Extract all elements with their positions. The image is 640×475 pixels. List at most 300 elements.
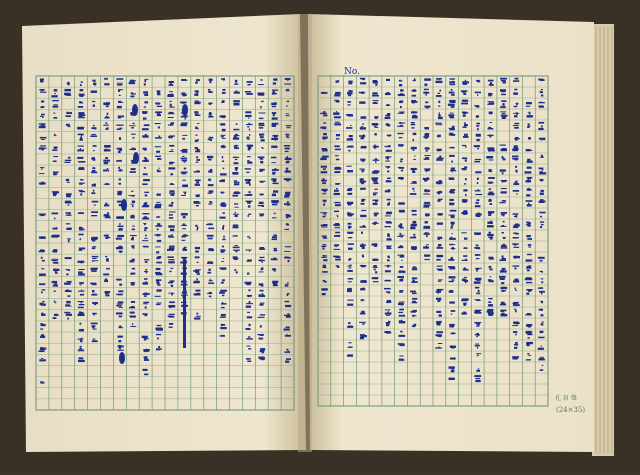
ink-stroke bbox=[335, 155, 339, 156]
ink-stroke bbox=[197, 92, 199, 94]
ink-stroke bbox=[474, 375, 481, 377]
ink-stroke bbox=[142, 183, 147, 185]
ink-stroke bbox=[92, 246, 96, 247]
ink-stroke bbox=[144, 94, 148, 96]
ink-stroke bbox=[399, 235, 404, 236]
ink-stroke bbox=[208, 238, 213, 240]
ink-stroke bbox=[437, 135, 440, 137]
ink-stroke bbox=[41, 101, 44, 103]
ink-stroke bbox=[81, 81, 83, 83]
ink-stroke bbox=[143, 349, 150, 351]
ink-stroke bbox=[64, 312, 70, 314]
ink-stroke bbox=[234, 258, 238, 260]
ink-stroke bbox=[197, 262, 199, 263]
ink-stroke bbox=[320, 158, 326, 160]
ink-stroke bbox=[346, 166, 352, 167]
ink-stroke bbox=[197, 313, 199, 315]
ink-stroke bbox=[284, 251, 290, 252]
ink-stroke bbox=[258, 260, 265, 261]
ink-stroke bbox=[464, 93, 465, 94]
ink-stroke bbox=[80, 295, 83, 296]
ink-stroke bbox=[514, 183, 520, 185]
ink-stroke bbox=[386, 79, 390, 81]
ink-stroke bbox=[384, 288, 390, 289]
ink-stroke bbox=[463, 112, 468, 113]
ink-stroke bbox=[348, 94, 351, 96]
ink-stroke bbox=[272, 123, 279, 125]
ink-stroke bbox=[500, 145, 506, 146]
ink-stroke bbox=[54, 218, 55, 220]
ink-stroke bbox=[387, 259, 390, 261]
ink-stroke bbox=[411, 122, 415, 123]
ink-stroke bbox=[387, 180, 389, 181]
ink-stroke bbox=[385, 161, 390, 162]
ink-stroke bbox=[118, 290, 123, 292]
ink-stroke bbox=[347, 101, 351, 103]
ink-stroke bbox=[322, 271, 328, 273]
ink-stroke bbox=[362, 288, 365, 289]
ink-stroke bbox=[323, 256, 327, 257]
ink-stroke bbox=[412, 293, 417, 295]
ink-stroke bbox=[249, 134, 250, 136]
ink-stroke bbox=[437, 269, 443, 270]
ink-stroke bbox=[259, 125, 265, 127]
ink-stroke bbox=[476, 300, 481, 301]
ink-stroke bbox=[474, 281, 481, 283]
ink-stroke bbox=[222, 156, 223, 158]
ink-stroke bbox=[236, 271, 238, 273]
ink-stroke bbox=[539, 358, 543, 359]
ink-stroke bbox=[119, 128, 122, 129]
ink-stroke bbox=[79, 282, 84, 284]
ink-stroke bbox=[526, 344, 529, 346]
ink-stroke bbox=[221, 307, 225, 308]
ink-stroke bbox=[540, 357, 544, 358]
ink-stroke bbox=[452, 126, 455, 128]
ink-stroke bbox=[273, 146, 277, 147]
ink-stroke bbox=[400, 106, 402, 108]
ink-stroke bbox=[41, 314, 46, 316]
ink-stroke bbox=[477, 355, 479, 356]
ink-stroke bbox=[142, 336, 148, 338]
ink-stroke bbox=[209, 103, 212, 105]
ink-stroke bbox=[79, 348, 82, 349]
ink-stroke bbox=[209, 112, 211, 113]
ink-stroke bbox=[320, 113, 327, 114]
ink-stroke bbox=[541, 293, 543, 295]
ink-stroke bbox=[410, 291, 416, 293]
ink-stroke bbox=[336, 134, 340, 136]
ink-stroke bbox=[195, 251, 199, 253]
ink-stroke bbox=[209, 280, 213, 281]
ink-stroke bbox=[246, 338, 252, 340]
ink-stroke bbox=[272, 106, 276, 107]
ink-stroke bbox=[424, 168, 430, 169]
ink-stroke bbox=[182, 156, 184, 157]
ink-stroke bbox=[516, 322, 518, 324]
ink-stroke bbox=[182, 102, 185, 104]
ink-stroke bbox=[181, 195, 186, 196]
ink-stroke bbox=[324, 281, 327, 283]
ink-stroke bbox=[116, 78, 123, 80]
ink-stroke bbox=[526, 180, 531, 182]
ink-stroke bbox=[450, 204, 453, 205]
ink-stroke bbox=[53, 106, 58, 107]
ink-stroke bbox=[335, 122, 340, 123]
ink-stroke bbox=[65, 160, 71, 161]
ink-stroke bbox=[79, 304, 85, 305]
ink-stroke bbox=[449, 191, 454, 193]
ink-stroke bbox=[475, 378, 480, 379]
ink-stroke bbox=[93, 159, 95, 160]
ink-stroke bbox=[372, 92, 377, 94]
ink-stroke bbox=[500, 106, 506, 108]
ink-stroke bbox=[185, 118, 187, 120]
ink-stroke bbox=[146, 259, 148, 260]
ink-stroke bbox=[131, 93, 135, 94]
ink-stroke bbox=[437, 223, 442, 224]
ink-stroke bbox=[223, 117, 225, 119]
ink-stroke bbox=[181, 213, 188, 215]
ink-stroke bbox=[80, 340, 81, 343]
ink-stroke bbox=[118, 294, 123, 296]
ink-stroke bbox=[465, 80, 466, 82]
ink-stroke bbox=[103, 125, 108, 126]
ink-stroke bbox=[271, 138, 278, 140]
ink-stroke bbox=[116, 305, 121, 307]
ink-stroke bbox=[400, 210, 403, 212]
ink-stroke bbox=[347, 232, 353, 234]
ink-stroke bbox=[461, 300, 468, 302]
ink-stroke bbox=[235, 159, 238, 160]
ink-stroke bbox=[246, 137, 249, 139]
ink-stroke bbox=[527, 150, 533, 151]
ink-stroke bbox=[503, 215, 505, 216]
ink-stroke bbox=[262, 293, 264, 294]
ink-stroke bbox=[144, 101, 148, 103]
ink-stroke bbox=[222, 145, 224, 147]
ink-stroke bbox=[425, 102, 428, 104]
ink-stroke bbox=[78, 271, 83, 273]
ink-stroke bbox=[157, 284, 160, 286]
ink-stroke bbox=[55, 302, 57, 303]
ink-stroke bbox=[272, 125, 276, 127]
ink-stroke bbox=[374, 126, 377, 127]
ink-stroke bbox=[387, 332, 389, 334]
ink-stroke bbox=[259, 113, 266, 114]
ink-stroke bbox=[475, 194, 482, 195]
ink-stroke bbox=[323, 115, 327, 117]
ink-stroke bbox=[476, 134, 481, 136]
ink-stroke bbox=[323, 128, 326, 129]
ink-stroke bbox=[488, 213, 492, 214]
ink-stroke bbox=[539, 212, 545, 214]
ink-stroke bbox=[527, 333, 532, 335]
ink-stroke bbox=[399, 101, 403, 103]
ink-stroke bbox=[461, 103, 468, 105]
ink-stroke bbox=[53, 317, 57, 319]
ink-stroke bbox=[233, 192, 240, 194]
ink-stroke bbox=[502, 200, 506, 202]
ink-stroke bbox=[234, 183, 239, 185]
ink-stroke bbox=[273, 190, 278, 192]
ink-stroke bbox=[119, 192, 122, 194]
ink-stroke bbox=[526, 359, 531, 360]
ink-stroke bbox=[248, 329, 251, 330]
ink-stroke bbox=[348, 248, 353, 250]
ink-stroke bbox=[171, 194, 175, 196]
ink-stroke bbox=[448, 259, 454, 261]
ink-stroke bbox=[337, 216, 338, 218]
ink-stroke bbox=[414, 190, 415, 191]
ink-stroke bbox=[425, 214, 429, 216]
ink-stroke bbox=[450, 237, 452, 238]
ink-stroke bbox=[426, 94, 427, 96]
ink-stroke bbox=[477, 347, 478, 349]
ink-stroke bbox=[208, 283, 214, 285]
ink-stroke bbox=[247, 126, 249, 127]
ink-stroke bbox=[143, 148, 147, 150]
ink-stroke bbox=[400, 122, 402, 124]
ink-stroke bbox=[488, 304, 493, 306]
ink-stroke bbox=[273, 180, 274, 181]
ink-stroke bbox=[92, 340, 98, 342]
ink-stroke bbox=[271, 157, 276, 159]
ink-stroke bbox=[131, 204, 135, 205]
ink-stroke bbox=[449, 324, 455, 326]
ink-stroke bbox=[248, 348, 251, 349]
ink-stroke bbox=[439, 199, 440, 201]
ink-stroke bbox=[449, 276, 456, 278]
ink-stroke bbox=[513, 190, 519, 192]
ink-stroke bbox=[287, 127, 291, 128]
ink-stroke bbox=[426, 244, 429, 245]
ink-stroke bbox=[360, 181, 366, 183]
ink-stroke bbox=[348, 281, 352, 282]
ink-stroke bbox=[155, 156, 161, 157]
ink-stroke bbox=[261, 147, 262, 148]
ink-stroke bbox=[92, 302, 98, 304]
ink-stroke bbox=[42, 289, 46, 290]
ink-stroke bbox=[489, 266, 492, 268]
ink-stroke bbox=[66, 179, 69, 181]
ink-stroke bbox=[117, 148, 122, 149]
ink-stroke bbox=[438, 93, 441, 94]
ink-stroke bbox=[465, 146, 466, 148]
ink-stroke bbox=[528, 326, 530, 327]
ink-stroke bbox=[249, 301, 251, 303]
ink-stroke bbox=[347, 304, 353, 306]
ink-stroke bbox=[130, 282, 135, 283]
ink-stroke bbox=[195, 135, 198, 136]
ink-stroke bbox=[525, 171, 532, 173]
ink-stroke bbox=[91, 323, 98, 325]
ink-stroke bbox=[539, 138, 546, 140]
ink-stroke bbox=[465, 259, 467, 260]
ink-stroke bbox=[78, 349, 84, 351]
ink-stroke bbox=[526, 106, 531, 107]
ink-stroke bbox=[451, 233, 452, 234]
ink-stroke bbox=[118, 102, 123, 103]
ink-stroke bbox=[347, 171, 350, 173]
ink-stroke bbox=[156, 257, 159, 259]
ink-stroke bbox=[131, 191, 133, 192]
ink-stroke bbox=[285, 351, 291, 353]
ink-stroke bbox=[324, 200, 327, 201]
ink-stroke bbox=[41, 139, 45, 140]
ink-stroke bbox=[66, 112, 72, 114]
ink-stroke bbox=[66, 212, 72, 214]
ink-stroke bbox=[55, 270, 57, 271]
ink-stroke bbox=[40, 323, 43, 324]
ink-stroke bbox=[104, 78, 108, 80]
ink-stroke bbox=[399, 356, 403, 357]
ink-stroke bbox=[157, 338, 159, 340]
ink-stroke bbox=[249, 324, 251, 326]
ink-stroke bbox=[78, 307, 84, 309]
ink-stroke bbox=[426, 191, 428, 193]
ink-stroke bbox=[156, 202, 160, 203]
ink-stroke bbox=[104, 83, 109, 85]
ink-stroke bbox=[501, 258, 504, 259]
ink-stroke bbox=[474, 247, 480, 249]
ink-stroke bbox=[169, 323, 173, 325]
ink-stroke bbox=[223, 258, 225, 259]
ink-stroke bbox=[499, 276, 506, 278]
ink-stroke bbox=[119, 139, 121, 140]
ink-stroke bbox=[335, 149, 341, 151]
ink-stroke bbox=[273, 235, 277, 237]
ink-stroke bbox=[235, 215, 238, 217]
ink-stroke bbox=[399, 137, 403, 138]
ink-stroke bbox=[78, 212, 84, 214]
ink-stroke bbox=[81, 340, 83, 342]
ink-stroke bbox=[514, 123, 519, 124]
ink-stroke bbox=[171, 285, 173, 287]
ink-stroke bbox=[65, 257, 72, 259]
ink-stroke bbox=[477, 148, 479, 149]
ink-stroke bbox=[183, 249, 188, 251]
ink-stroke bbox=[130, 80, 135, 81]
ink-stroke bbox=[64, 162, 70, 163]
ink-stroke bbox=[411, 124, 416, 125]
ink-stroke bbox=[235, 269, 237, 271]
ink-stroke bbox=[286, 215, 291, 217]
ink-stroke bbox=[40, 250, 46, 252]
ink-stroke bbox=[131, 235, 134, 236]
ink-stroke bbox=[375, 147, 376, 149]
ink-stroke bbox=[424, 84, 427, 86]
ink-stroke bbox=[248, 336, 250, 337]
ink-stroke bbox=[528, 246, 531, 247]
ink-stroke bbox=[92, 201, 99, 203]
paper-footer-label: 孔 眉 聲 bbox=[555, 395, 577, 402]
ink-stroke bbox=[465, 126, 467, 127]
ink-stroke bbox=[399, 290, 403, 291]
ink-stroke bbox=[116, 238, 122, 240]
ink-stroke bbox=[425, 128, 428, 129]
ink-stroke bbox=[119, 326, 120, 328]
ink-stroke bbox=[208, 269, 211, 271]
ink-stroke bbox=[286, 113, 289, 114]
ink-stroke bbox=[361, 210, 366, 211]
ink-stroke bbox=[130, 326, 136, 327]
ink-stroke bbox=[79, 249, 82, 251]
ink-stroke bbox=[130, 216, 134, 218]
ink-stroke bbox=[259, 127, 263, 129]
ink-stroke bbox=[208, 179, 211, 181]
ink-stroke bbox=[118, 193, 122, 195]
ink-stroke bbox=[286, 316, 291, 318]
ink-stroke bbox=[475, 310, 482, 311]
ink-stroke bbox=[413, 181, 416, 183]
ink-stroke bbox=[526, 277, 531, 278]
ink-stroke bbox=[373, 100, 379, 101]
ink-stroke bbox=[180, 124, 186, 126]
ink-stroke bbox=[541, 278, 544, 279]
ink-stroke bbox=[512, 325, 518, 326]
ink-stroke bbox=[169, 246, 175, 247]
ink-stroke bbox=[53, 117, 57, 119]
ink-stroke bbox=[348, 150, 350, 152]
ink-stroke bbox=[465, 194, 467, 196]
ink-stroke bbox=[426, 150, 428, 152]
ink-stroke bbox=[196, 316, 201, 317]
ink-stroke bbox=[399, 167, 404, 169]
ink-stroke bbox=[143, 91, 148, 93]
ink-stroke bbox=[144, 216, 147, 218]
ink-stroke bbox=[245, 115, 250, 116]
ink-stroke bbox=[500, 310, 506, 312]
ink-stroke bbox=[285, 192, 290, 194]
ink-stroke bbox=[287, 349, 289, 351]
ink-stroke bbox=[439, 335, 442, 337]
ink-stroke bbox=[400, 125, 403, 126]
ink-stroke bbox=[388, 321, 390, 323]
ink-stroke bbox=[412, 298, 417, 300]
ink-stroke bbox=[336, 81, 339, 83]
ink-stroke bbox=[67, 318, 69, 320]
ink-stroke bbox=[360, 127, 366, 129]
ink-stroke bbox=[232, 195, 238, 197]
ink-stroke bbox=[323, 111, 326, 113]
ink-stroke bbox=[143, 113, 147, 114]
ink-stroke bbox=[438, 281, 441, 282]
ink-stroke bbox=[221, 135, 226, 136]
ink-stroke bbox=[373, 281, 379, 282]
ink-stroke bbox=[463, 169, 467, 171]
ink-stroke bbox=[362, 243, 364, 245]
ink-stroke bbox=[425, 147, 429, 149]
ink-stroke bbox=[156, 304, 161, 305]
ink-stroke bbox=[54, 173, 58, 175]
ink-stroke bbox=[259, 123, 265, 125]
ink-stroke bbox=[196, 127, 198, 129]
ink-stroke bbox=[171, 202, 173, 204]
ink-stroke bbox=[423, 92, 428, 94]
ink-stroke bbox=[361, 232, 363, 234]
ink-stroke bbox=[273, 91, 275, 94]
ink-stroke bbox=[286, 161, 290, 163]
ink-stroke bbox=[261, 139, 265, 141]
ink-stroke bbox=[424, 155, 431, 156]
ink-stroke bbox=[143, 223, 146, 224]
ink-stroke bbox=[413, 139, 415, 141]
ink-stroke bbox=[39, 89, 44, 90]
ink-stroke bbox=[334, 235, 340, 237]
ink-stroke bbox=[260, 314, 265, 315]
ink-stroke bbox=[246, 93, 253, 95]
